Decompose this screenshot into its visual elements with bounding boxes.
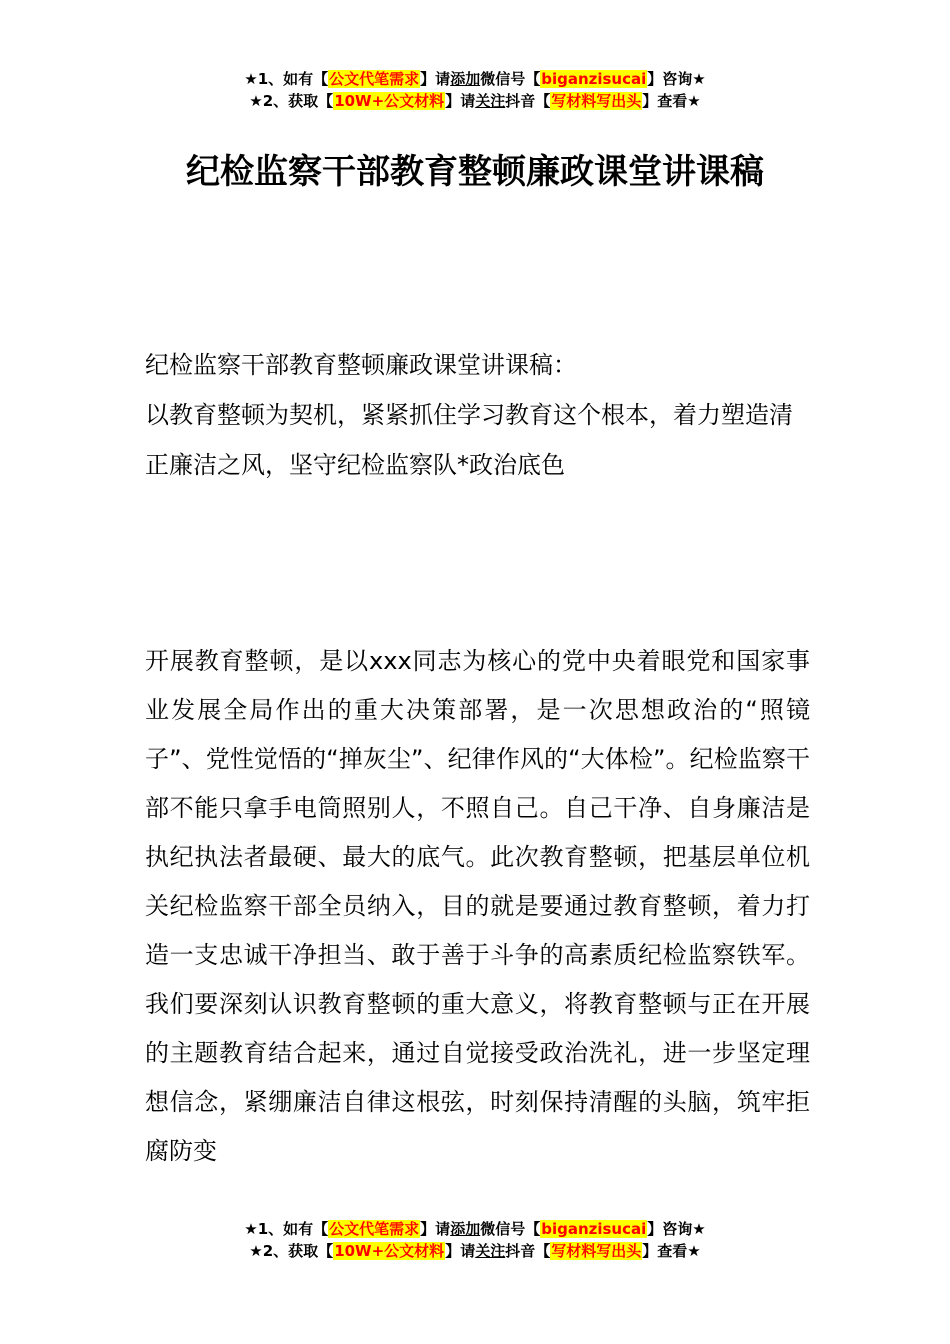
banner-text: 】咨询★ <box>647 1220 706 1238</box>
highlight-service: 公文代笔需求 <box>329 1220 420 1238</box>
footer-banner <box>0 1218 950 1262</box>
intro-label: 纪检监察干部教育整顿廉政课堂讲课稿： <box>145 351 577 379</box>
document-title: 纪检监察干部教育整顿廉政课堂讲课稿 <box>186 152 764 192</box>
intro-block <box>145 340 810 490</box>
banner-text: ★1、如有【 <box>244 70 329 88</box>
banner-text: ★2、获取【 <box>249 1242 334 1260</box>
banner-line-2 <box>0 1240 950 1262</box>
banner-line-1 <box>0 68 950 90</box>
banner-line-2 <box>0 90 950 112</box>
banner-emphasis: 关注 <box>475 1242 506 1260</box>
highlight-wechat-id: biganzisucai <box>541 70 647 88</box>
banner-line-1 <box>0 1218 950 1240</box>
banner-text: 】请 <box>420 1220 451 1238</box>
highlight-douyin-id: 写材料写出头 <box>551 92 642 110</box>
highlight-materials: 10W+公文材料 <box>334 92 445 110</box>
banner-text: 】查看★ <box>642 1242 701 1260</box>
body-paragraph: 开展教育整顿，是以xxx同志为核心的党中央着眼党和国家事业发展全局作出的重大决策部署，是一次思想政治的“照镜子”、党性觉悟的“掸灰尘”、纪律作风的“大体检”。纪检监察干部不能只拿手电筒照别人，不照自己。自己干净、自身廉洁是执纪执法者最硬、最大的底气。此次教育整顿，把基层单位机关纪检监察干部全员纳入，目的就是要通过教育整顿，着力打造一支忠诚干净担当、敢于善于斗争的高素质纪检监察铁军。我们要深刻认识教育整顿的重大意义，将教育整顿与正在开展的主题教育结合起来，通过自觉接受政治洗礼，进一步坚定理想信念，紧绷廉洁自律这根弦，时刻保持清醒的头脑，筑牢拒腐防变 <box>145 647 810 1165</box>
banner-text: 抖音【 <box>505 1242 551 1260</box>
banner-text: 抖音【 <box>505 92 551 110</box>
banner-text: 】查看★ <box>642 92 701 110</box>
intro-subtitle: 以教育整顿为契机，紧紧抓住学习教育这个根本，着力塑造清正廉洁之风，坚守纪检监察队*政治底色 <box>145 401 793 479</box>
banner-text: 】请 <box>445 92 476 110</box>
highlight-materials: 10W+公文材料 <box>334 1242 445 1260</box>
banner-text: 】请 <box>420 70 451 88</box>
banner-text: 微信号【 <box>480 70 541 88</box>
banner-emphasis: 添加 <box>450 1220 481 1238</box>
banner-emphasis: 关注 <box>475 92 506 110</box>
highlight-douyin-id: 写材料写出头 <box>551 1242 642 1260</box>
highlight-wechat-id: biganzisucai <box>541 1220 647 1238</box>
banner-text: 】请 <box>445 1242 476 1260</box>
banner-text: ★2、获取【 <box>249 92 334 110</box>
highlight-service: 公文代笔需求 <box>329 70 420 88</box>
banner-text: 微信号【 <box>480 1220 541 1238</box>
banner-text: ★1、如有【 <box>244 1220 329 1238</box>
header-banner <box>0 68 950 112</box>
banner-emphasis: 添加 <box>450 70 481 88</box>
banner-text: 】咨询★ <box>647 70 706 88</box>
